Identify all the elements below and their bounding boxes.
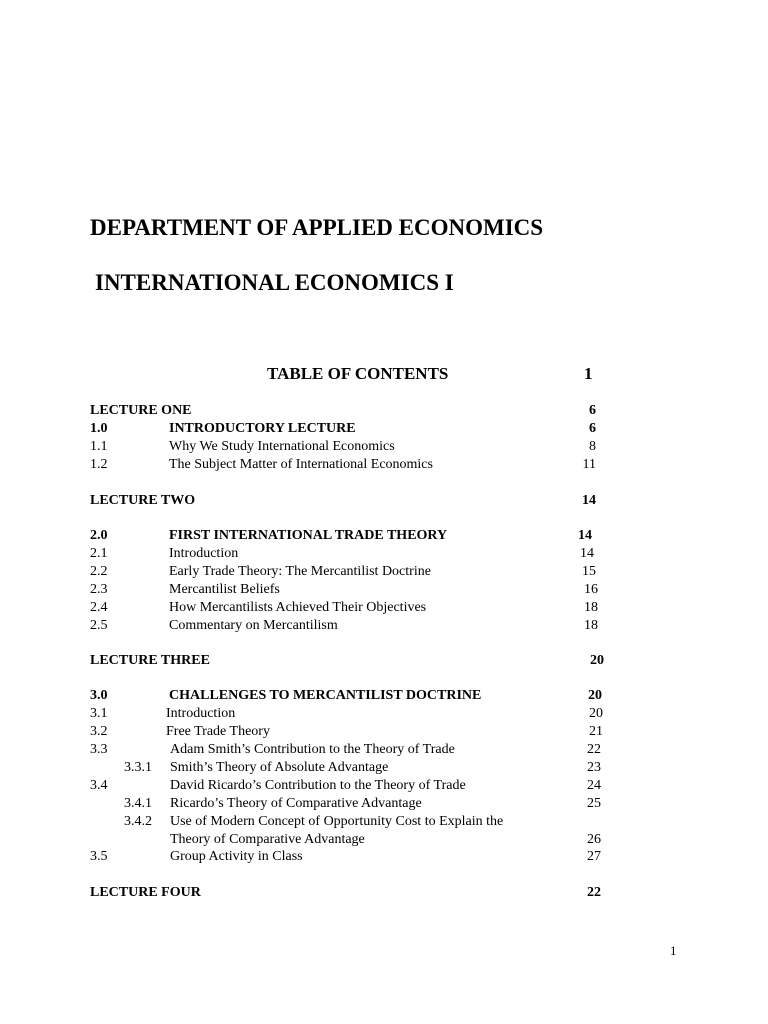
toc-entry-page: 22 [587, 885, 601, 900]
toc-entry [0, 492, 768, 510]
toc-entry-title: INTRODUCTORY LECTURE [169, 421, 356, 436]
toc-entry-title: CHALLENGES TO MERCANTILIST DOCTRINE [169, 688, 482, 703]
toc-entry-title: Theory of Comparative Advantage [170, 832, 365, 847]
toc-entry-number: LECTURE FOUR [90, 885, 201, 900]
toc-entry [0, 438, 768, 456]
toc-entry [0, 687, 768, 705]
toc-entry-page: 18 [584, 600, 598, 615]
toc-entry-number: 3.4.1 [124, 796, 152, 811]
toc-entry-number: 2.1 [90, 546, 108, 561]
toc-entry-page: 20 [589, 706, 603, 721]
toc-entry-page: 18 [584, 618, 598, 633]
toc-entry [0, 741, 768, 759]
toc-entry-page: 25 [587, 796, 601, 811]
toc-entry [0, 759, 768, 777]
toc-entry [0, 420, 768, 438]
toc-entry [0, 599, 768, 617]
toc-entry-number: 1.0 [90, 421, 108, 436]
toc-entry-page: 14 [578, 528, 592, 543]
toc-entry-page: 11 [582, 457, 596, 472]
toc-entry-number: 1.1 [90, 439, 108, 454]
toc-entry-number: 2.4 [90, 600, 108, 615]
toc-entry-number: LECTURE TWO [90, 493, 196, 508]
toc-entry [0, 884, 768, 902]
toc-entry-page: 27 [587, 849, 601, 864]
toc-entry-number: 3.0 [90, 688, 108, 703]
toc-entry-page: 14 [582, 493, 596, 508]
toc-entry-page: 14 [580, 546, 594, 561]
toc-entry-number: 2.2 [90, 564, 108, 579]
toc-entry [0, 617, 768, 635]
toc-entry [0, 831, 768, 849]
toc-entry-title: Group Activity in Class [170, 849, 303, 864]
toc-entry-number: LECTURE ONE [90, 403, 192, 418]
toc-entry-number: 2.5 [90, 618, 108, 633]
toc-entry-title: Adam Smith’s Contribution to the Theory of Trade [170, 742, 455, 757]
course-title: INTERNATIONAL ECONOMICS I [95, 270, 454, 295]
toc-entry [0, 723, 768, 741]
toc-entry [0, 777, 768, 795]
toc-entry-title: Free Trade Theory [166, 724, 270, 739]
toc-entry [0, 545, 768, 563]
toc-entry-title: David Ricardo’s Contribution to the Theory of Trade [170, 778, 466, 793]
toc-entry-title: Introduction [166, 706, 236, 721]
toc-entry-title: The Subject Matter of International Economics [169, 457, 433, 472]
toc-entry-page: 21 [589, 724, 603, 739]
department-heading: DEPARTMENT OF APPLIED ECONOMICS [90, 215, 544, 240]
toc-entry-title: Why We Study International Economics [169, 439, 395, 454]
toc-entry-number: 3.4.2 [124, 814, 152, 829]
toc-entry [0, 402, 768, 420]
toc-heading-page: 1 [584, 364, 593, 383]
toc-entry [0, 563, 768, 581]
toc-entry-page: 20 [590, 653, 604, 668]
toc-entry-number: 3.1 [90, 706, 108, 721]
toc-entry [0, 705, 768, 723]
toc-entry-page: 8 [589, 439, 596, 454]
toc-entry-page: 6 [589, 403, 596, 418]
toc-entry-number: 3.2 [90, 724, 108, 739]
toc-entry-title: Commentary on Mercantilism [169, 618, 338, 633]
toc-entry [0, 456, 768, 474]
toc-entry [0, 652, 768, 670]
toc-entry-page: 26 [587, 832, 601, 847]
toc-entry-number: 3.3 [90, 742, 108, 757]
toc-entry [0, 813, 768, 831]
toc-entry-page: 23 [587, 760, 601, 775]
toc-entry-title: FIRST INTERNATIONAL TRADE THEORY [169, 528, 448, 543]
toc-entry-page: 20 [588, 688, 602, 703]
toc-entry-number: 3.3.1 [124, 760, 152, 775]
toc-entry-number: LECTURE THREE [90, 653, 210, 668]
toc-entry-number: 2.0 [90, 528, 108, 543]
toc-entry-page: 15 [582, 564, 596, 579]
toc-entry-number: 2.3 [90, 582, 108, 597]
toc-entry-title: Mercantilist Beliefs [169, 582, 280, 597]
toc-entry-page: 22 [587, 742, 601, 757]
toc-entry [0, 527, 768, 545]
toc-entry [0, 848, 768, 866]
toc-entry-number: 3.5 [90, 849, 108, 864]
footer-page-number: 1 [670, 943, 677, 958]
toc-entry-page: 24 [587, 778, 601, 793]
toc-entry-page: 6 [589, 421, 596, 436]
toc-entry-page: 16 [584, 582, 598, 597]
toc-entry-title: Early Trade Theory: The Mercantilist Doctrine [169, 564, 431, 579]
toc-heading: TABLE OF CONTENTS [267, 364, 449, 383]
toc-entry-title: Use of Modern Concept of Opportunity Cost to Explain the [170, 814, 504, 829]
toc-entry-title: Ricardo’s Theory of Comparative Advantage [170, 796, 422, 811]
toc-entry [0, 581, 768, 599]
toc-entry-number: 1.2 [90, 457, 108, 472]
toc-entry-title: Smith’s Theory of Absolute Advantage [170, 760, 389, 775]
toc-entry-number: 3.4 [90, 778, 108, 793]
toc-entry [0, 795, 768, 813]
toc-entry-title: Introduction [169, 546, 239, 561]
toc-entry-title: How Mercantilists Achieved Their Objectives [169, 600, 427, 615]
